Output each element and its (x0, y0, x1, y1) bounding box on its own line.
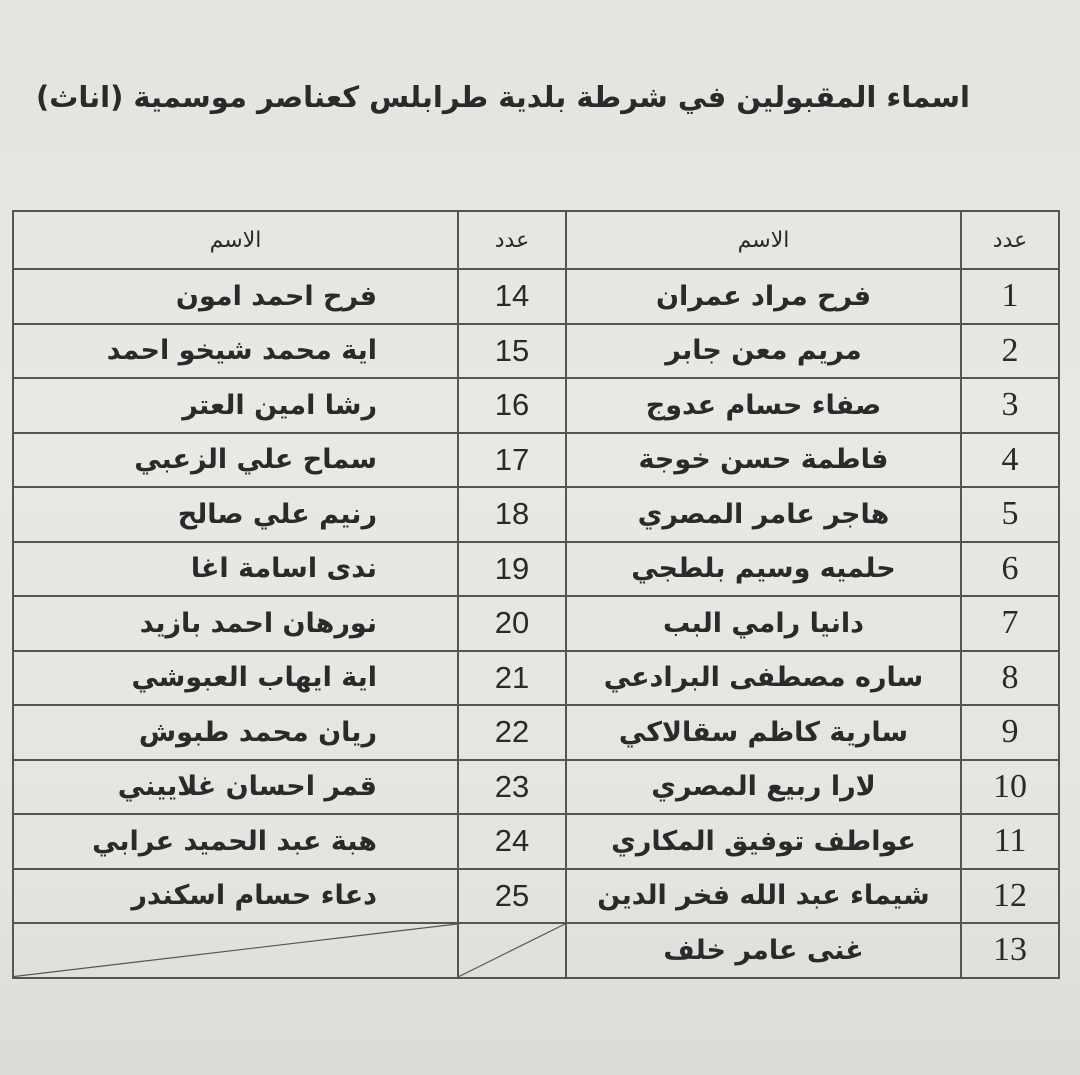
strike-line (459, 924, 565, 977)
right-number-cell: 12 (961, 869, 1059, 924)
left-number-cell: 24 (458, 814, 566, 869)
table-row (13, 378, 1059, 433)
right-number-cell: 4 (961, 433, 1059, 488)
right-number-cell: 11 (961, 814, 1059, 869)
left-name-cell: رشا امين العتر (13, 378, 458, 433)
right-name-cell: ساره مصطفى البرادعي (566, 651, 961, 706)
left-number-cell: 21 (458, 651, 566, 706)
left-name-cell: اية محمد شيخو احمد (13, 324, 458, 379)
right-number-cell: 3 (961, 378, 1059, 433)
left-name-header: الاسم (13, 211, 458, 269)
right-name-cell: دانيا رامي البب (566, 596, 961, 651)
right-name-cell: صفاء حسام عدوج (566, 378, 961, 433)
right-number-cell: 7 (961, 596, 1059, 651)
left-name-cell: فرح احمد امون (13, 269, 458, 324)
left-name-cell: رنيم علي صالح (13, 487, 458, 542)
document-title: اسماء المقبولين في شرطة بلدية طرابلس كعناصر موسمية (اناث) (35, 80, 970, 114)
right-name-cell: غنى عامر خلف (566, 923, 961, 978)
right-name-cell: مريم معن جابر (566, 324, 961, 379)
diagonal-line (459, 924, 565, 977)
left-number-cell: 15 (458, 324, 566, 379)
left-name-cell: اية ايهاب العبوشي (13, 651, 458, 706)
left-number-header: عدد (458, 211, 566, 269)
left-name-cell: قمر احسان غلاييني (13, 760, 458, 815)
right-number-cell: 1 (961, 269, 1059, 324)
right-name-cell: حلميه وسيم بلطجي (566, 542, 961, 597)
table-row (13, 760, 1059, 815)
left-number-cell: 16 (458, 378, 566, 433)
right-name-cell: فاطمة حسن خوجة (566, 433, 961, 488)
right-name-cell: فرح مراد عمران (566, 269, 961, 324)
left-name-cell: دعاء حسام اسكندر (13, 869, 458, 924)
diagonal-line (14, 924, 457, 977)
right-number-cell: 8 (961, 651, 1059, 706)
table-row (13, 433, 1059, 488)
right-number-cell: 10 (961, 760, 1059, 815)
table-row (13, 542, 1059, 597)
right-name-cell: عواطف توفيق المكاري (566, 814, 961, 869)
table-row (13, 269, 1059, 324)
blank-number-cell (458, 923, 566, 978)
left-number-cell: 23 (458, 760, 566, 815)
left-number-cell: 18 (458, 487, 566, 542)
table-row (13, 923, 1059, 978)
left-number-cell: 22 (458, 705, 566, 760)
left-number-cell: 19 (458, 542, 566, 597)
right-number-cell: 9 (961, 705, 1059, 760)
roster-table (12, 210, 1060, 979)
right-name-cell: هاجر عامر المصري (566, 487, 961, 542)
left-name-cell: ندى اسامة اغا (13, 542, 458, 597)
right-number-cell: 5 (961, 487, 1059, 542)
left-name-cell: سماح علي الزعبي (13, 433, 458, 488)
strike-line (14, 924, 457, 977)
left-name-cell: نورهان احمد بازيد (13, 596, 458, 651)
left-number-cell: 17 (458, 433, 566, 488)
table-row (13, 596, 1059, 651)
right-name-header: الاسم (566, 211, 961, 269)
left-name-cell: ريان محمد طبوش (13, 705, 458, 760)
right-number-header: عدد (961, 211, 1059, 269)
table-row (13, 814, 1059, 869)
left-name-cell: هبة عبد الحميد عرابي (13, 814, 458, 869)
right-number-cell: 13 (961, 923, 1059, 978)
left-number-cell: 14 (458, 269, 566, 324)
left-number-cell: 20 (458, 596, 566, 651)
right-name-cell: شيماء عبد الله فخر الدين (566, 869, 961, 924)
table-row (13, 324, 1059, 379)
blank-name-cell (13, 923, 458, 978)
right-number-cell: 6 (961, 542, 1059, 597)
table-row (13, 651, 1059, 706)
table-row (13, 869, 1059, 924)
right-number-cell: 2 (961, 324, 1059, 379)
right-name-cell: سارية كاظم سقالاكي (566, 705, 961, 760)
left-number-cell: 25 (458, 869, 566, 924)
right-name-cell: لارا ربيع المصري (566, 760, 961, 815)
table-row (13, 705, 1059, 760)
table-row (13, 487, 1059, 542)
table-header-row (13, 211, 1059, 269)
